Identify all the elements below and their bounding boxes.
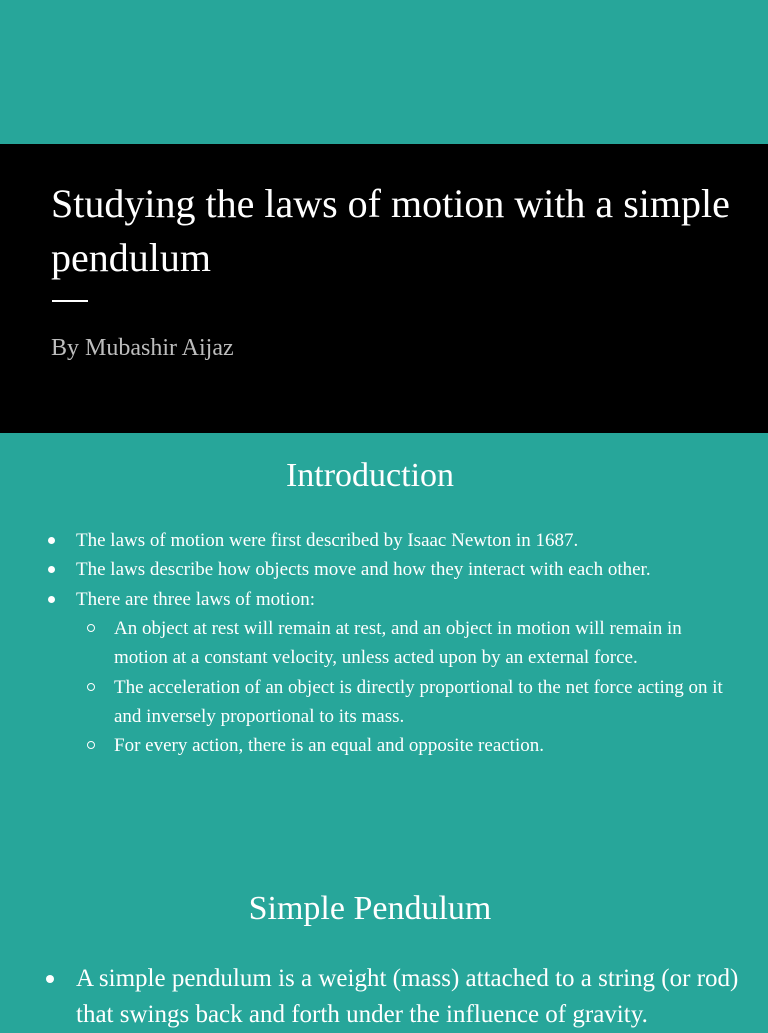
list-item-text: The laws describe how objects move and how they interact with each other. — [76, 559, 651, 581]
title-divider — [52, 300, 88, 302]
hollow-bullet-icon — [87, 683, 95, 691]
list-item — [0, 526, 768, 555]
bullet-icon — [48, 566, 55, 573]
bullet-icon — [48, 596, 55, 603]
sub-list-item — [0, 731, 768, 760]
list-item — [0, 585, 768, 614]
sub-list-item-text: An object at rest will remain at rest, and an object in motion will remain in motion at a constant velocity, unless acted upon by an external force. — [114, 618, 682, 669]
laws-of-motion-sublist — [0, 614, 768, 760]
sub-list-item — [0, 614, 768, 673]
author-byline: By Mubashir Aijaz — [51, 335, 234, 361]
introduction-list — [0, 526, 768, 614]
slide-title: Studying the laws of motion with a simple pendulum — [51, 181, 730, 280]
introduction-heading: Introduction — [285, 457, 455, 494]
sub-list-item-text: For every action, there is an equal and opposite reaction. — [114, 735, 544, 757]
list-item — [0, 961, 768, 1033]
list-item-text: The laws of motion were first described by Isaac Newton in 1687. — [76, 530, 579, 551]
hollow-bullet-icon — [87, 741, 95, 749]
list-item-text: There are three laws of motion: — [76, 588, 315, 610]
bullet-icon — [48, 537, 55, 544]
list-item-text: A simple pendulum is a weight (mass) attached to a string (or rod) that swings back and forth under the influence of gravity. — [76, 965, 739, 1028]
sub-list-item-text: The acceleration of an object is directly proportional to the net force acting on it and inversely proportional to its mass. — [114, 676, 723, 727]
list-item — [0, 555, 768, 584]
simple-pendulum-list — [0, 961, 768, 1033]
hollow-bullet-icon — [87, 624, 95, 632]
simple-pendulum-heading: Simple Pendulum — [248, 890, 492, 927]
bullet-icon — [46, 975, 54, 983]
sub-list-item — [0, 673, 768, 732]
